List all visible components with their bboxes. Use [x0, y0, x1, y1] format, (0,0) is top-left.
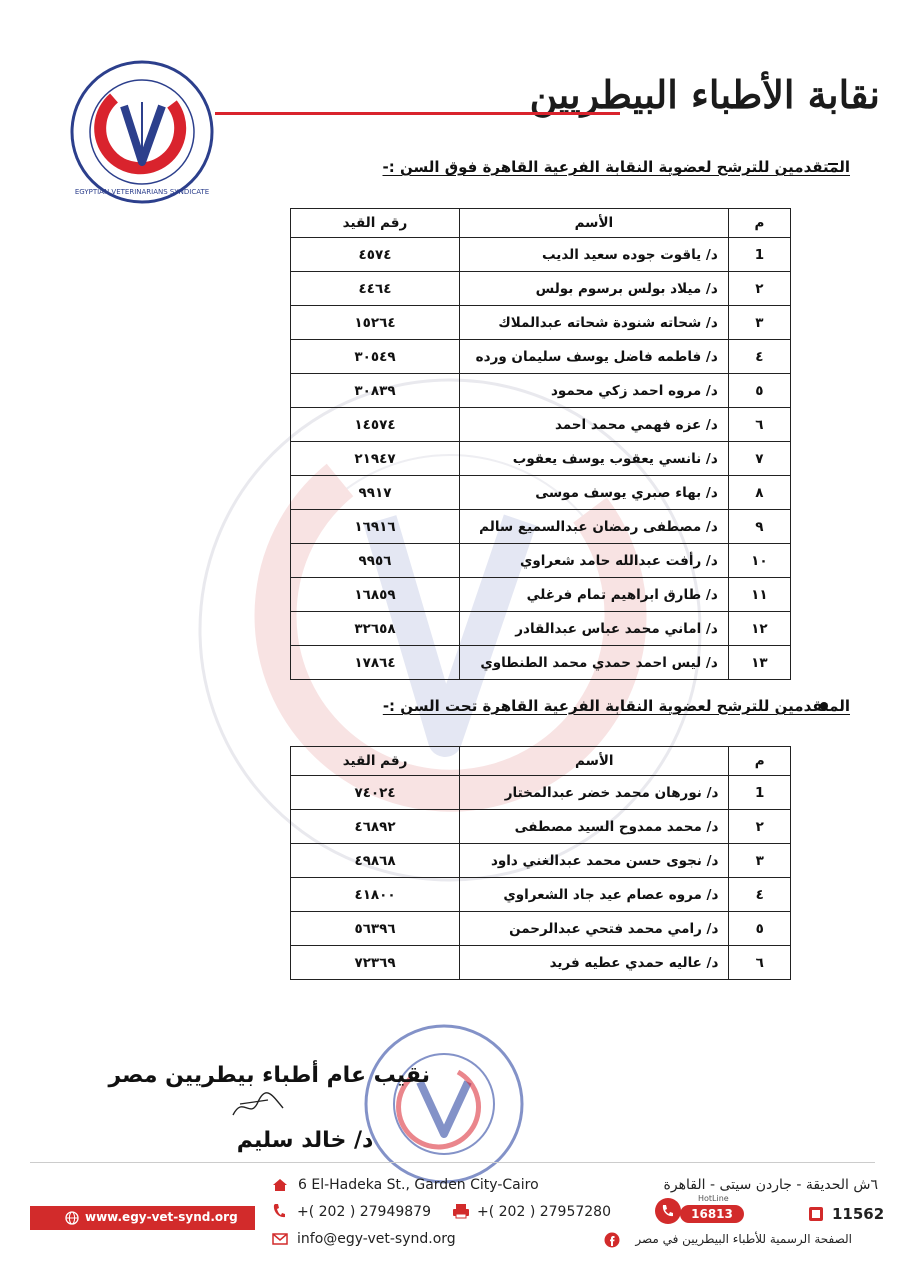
- registration-number: ٤٦٨٩٢: [291, 810, 460, 844]
- signer-name: د/ خالد سليم: [236, 1128, 374, 1153]
- registration-number: ٣٠٨٣٩: [291, 374, 460, 408]
- registration-number: ١٦٩١٦: [291, 510, 460, 544]
- candidate-name: د/ فاطمه فاضل يوسف سليمان ورده: [459, 340, 728, 374]
- candidate-name: د/ نجوى حسن محمد عبدالغني داود: [460, 844, 729, 878]
- facebook-page-name[interactable]: الصفحة الرسمية للأطباء البيطريين في مصر: [635, 1232, 852, 1246]
- row-number: ٢: [728, 272, 790, 306]
- table-row: [291, 844, 791, 878]
- row-number: ١١: [728, 578, 790, 612]
- signer-title: نقيب عام أطباء بيطريين مصر: [108, 1063, 430, 1088]
- address-en: 6 El-Hadeka St., Garden City-Cairo: [298, 1177, 539, 1193]
- table-row: [291, 510, 791, 544]
- table-row: [291, 912, 791, 946]
- candidates-above-age-table: [290, 208, 791, 680]
- table-row: [291, 238, 791, 272]
- registration-number: ١٧٨٦٤: [291, 646, 460, 680]
- sms-icon: [808, 1206, 824, 1222]
- table-row: [291, 306, 791, 340]
- registration-number: ٤٥٧٤: [291, 238, 460, 272]
- row-number: ٣: [728, 306, 790, 340]
- row-number: 1: [728, 238, 790, 272]
- candidate-name: د/ اماني محمد عباس عبدالقادر: [459, 612, 728, 646]
- row-number: ٢: [729, 810, 791, 844]
- row-number: ٤: [729, 878, 791, 912]
- row-number: ٤: [728, 340, 790, 374]
- registration-number: ٣٠٥٤٩: [291, 340, 460, 374]
- registration-number: ٩٩١٧: [291, 476, 460, 510]
- table-row: [291, 578, 791, 612]
- table-row: [291, 878, 791, 912]
- section-title-under-age: المتقدمين للترشح لعضوية النقابة الفرعية القاهرة تحت السن :-: [382, 697, 850, 715]
- candidate-name: د/ عاليه حمدي عطيه فريد: [460, 946, 729, 980]
- home-icon: [272, 1178, 288, 1192]
- table-row: [291, 810, 791, 844]
- handwritten-signature: [228, 1090, 288, 1124]
- header-divider: [215, 112, 620, 115]
- candidate-name: د/ رأفت عبدالله حامد شعراوي: [459, 544, 728, 578]
- fax-icon: [452, 1203, 470, 1219]
- table-row: [291, 340, 791, 374]
- column-header-no: م: [728, 209, 790, 238]
- registration-number: ٣٢٦٥٨: [291, 612, 460, 646]
- table-row: [291, 544, 791, 578]
- candidate-name: د/ ميلاد بولس برسوم بولس: [459, 272, 728, 306]
- column-header-name: الأسم: [460, 747, 729, 776]
- row-number: ١٢: [728, 612, 790, 646]
- candidate-name: د/ بهاء صبري يوسف موسى: [459, 476, 728, 510]
- candidate-name: د/ ياقوت جوده سعيد الديب: [459, 238, 728, 272]
- table-row: [291, 272, 791, 306]
- registration-number: ٧٢٣٦٩: [291, 946, 460, 980]
- row-number: ١٠: [728, 544, 790, 578]
- address-ar: ٦ش الحديقة - جاردن سيتى - القاهرة: [663, 1177, 878, 1193]
- table-row: [291, 946, 791, 980]
- candidate-name: د/ نانسي يعقوب يوسف يعقوب: [459, 442, 728, 476]
- phone-icon: [272, 1203, 286, 1219]
- candidate-name: د/ نورهان محمد خضر عبدالمختار: [460, 776, 729, 810]
- registration-number: ٢١٩٤٧: [291, 442, 460, 476]
- row-number: 1: [729, 776, 791, 810]
- row-number: ٦: [728, 408, 790, 442]
- section-title-above-age: المتقدمين للترشح لعضوية النقابة الفرعية القاهرة فوق السن :-: [382, 158, 850, 176]
- row-number: ١٣: [728, 646, 790, 680]
- phone-number: +( 202 ) 27949879: [297, 1204, 431, 1220]
- table-row: [291, 776, 791, 810]
- row-number: ٥: [729, 912, 791, 946]
- globe-icon: [65, 1211, 79, 1225]
- registration-number: ١٦٨٥٩: [291, 578, 460, 612]
- hotline-label: HotLine: [698, 1194, 729, 1203]
- fax-number: +( 202 ) 27957280: [477, 1204, 611, 1220]
- footer-divider: [30, 1162, 875, 1163]
- facebook-icon[interactable]: [604, 1232, 620, 1248]
- table-header-row: [291, 747, 791, 776]
- candidate-name: د/ شحاته شنودة شحاته عبدالملاك: [459, 306, 728, 340]
- candidate-name: د/ عزه فهمي محمد احمد: [459, 408, 728, 442]
- column-header-reg: رقم القيد: [291, 747, 460, 776]
- email-icon: [272, 1233, 288, 1245]
- registration-number: ٧٤٠٢٤: [291, 776, 460, 810]
- table-row: [291, 612, 791, 646]
- column-header-reg: رقم القيد: [291, 209, 460, 238]
- row-number: ٦: [729, 946, 791, 980]
- column-header-name: الأسم: [459, 209, 728, 238]
- hotline-number: 16813: [680, 1205, 744, 1223]
- registration-number: ٤١٨٠٠: [291, 878, 460, 912]
- email-address[interactable]: info@egy-vet-synd.org: [297, 1231, 456, 1247]
- svg-text:EGYPTIAN VETERINARIANS SYNDICA: EGYPTIAN VETERINARIANS SYNDICATE: [74, 188, 210, 196]
- row-number: ٩: [728, 510, 790, 544]
- short-number: 11562: [832, 1205, 885, 1223]
- candidate-name: د/ ليس احمد حمدي محمد الطنطاوي: [459, 646, 728, 680]
- table-row: [291, 442, 791, 476]
- row-number: ٧: [728, 442, 790, 476]
- candidate-name: د/ مروه احمد زكي محمود: [459, 374, 728, 408]
- candidate-name: د/ طارق ابراهيم تمام فرغلي: [459, 578, 728, 612]
- registration-number: ٤٩٨٦٨: [291, 844, 460, 878]
- table-row: [291, 646, 791, 680]
- syndicate-logo: [68, 58, 216, 206]
- candidate-name: د/ مروه عصام عيد جاد الشعراوي: [460, 878, 729, 912]
- website-bar[interactable]: [30, 1206, 255, 1230]
- column-header-no: م: [729, 747, 791, 776]
- candidate-name: د/ محمد ممدوح السيد مصطفى: [460, 810, 729, 844]
- row-number: ٣: [729, 844, 791, 878]
- registration-number: ١٥٢٦٤: [291, 306, 460, 340]
- table-row: [291, 374, 791, 408]
- website-url[interactable]: www.egy-vet-synd.org: [85, 1210, 238, 1224]
- candidate-name: د/ رامي محمد فتحي عبدالرحمن: [460, 912, 729, 946]
- organization-name: نقابة الأطباء البيطريين: [529, 72, 880, 117]
- registration-number: ٩٩٥٦: [291, 544, 460, 578]
- table-row: [291, 476, 791, 510]
- registration-number: ٤٤٦٤: [291, 272, 460, 306]
- registration-number: ٥٦٣٩٦: [291, 912, 460, 946]
- row-number: ٥: [728, 374, 790, 408]
- row-number: ٨: [728, 476, 790, 510]
- registration-number: ١٤٥٧٤: [291, 408, 460, 442]
- table-row: [291, 408, 791, 442]
- table-header-row: [291, 209, 791, 238]
- candidates-under-age-table: [290, 746, 791, 980]
- candidate-name: د/ مصطفى رمضان عبدالسميع سالم: [459, 510, 728, 544]
